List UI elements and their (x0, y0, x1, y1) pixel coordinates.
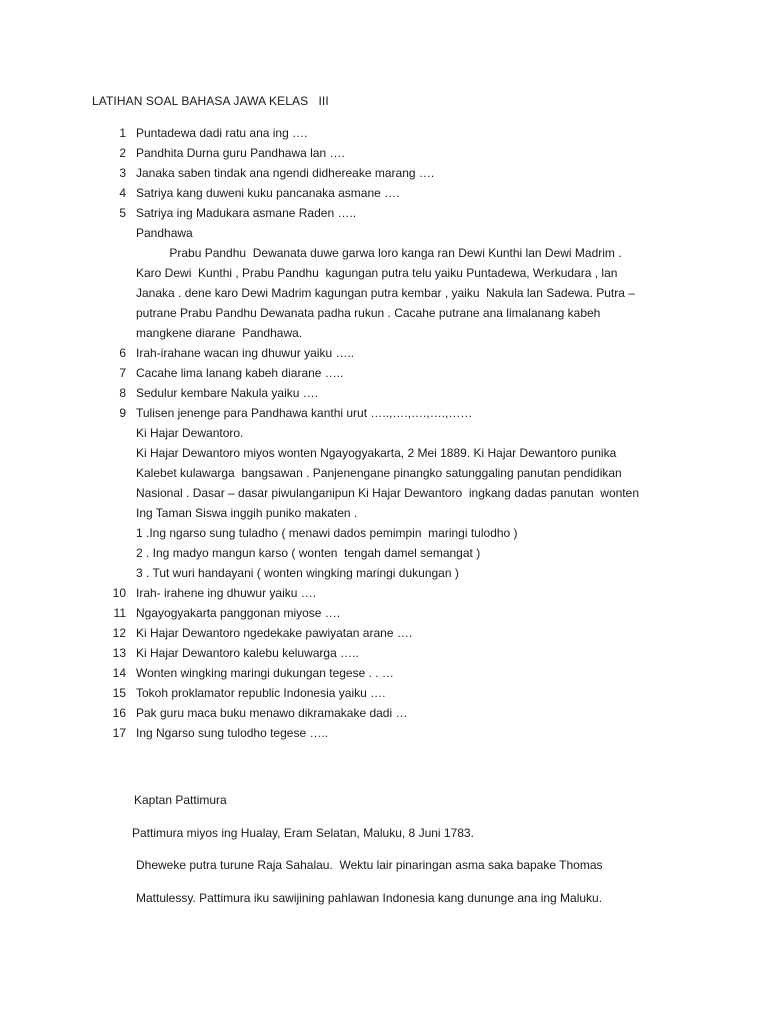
reading-line: Dheweke putra turune Raja Sahalau. Wektu lair pinaringan asma saka bapake Thomas (136, 858, 603, 872)
question-number: 8 (119, 386, 126, 400)
reading-line: Ing Taman Siswa inggih puniko makaten . (136, 506, 358, 520)
question-text: Janaka saben tindak ana ngendi didhereake marang …. (136, 166, 435, 180)
question-text: Ki Hajar Dewantoro ngedekake pawiyatan arane …. (136, 626, 413, 640)
reading-line: mangkene diarane Pandhawa. (136, 326, 303, 340)
question-text: Wonten wingking maringi dukungan tegese . . … (136, 666, 394, 680)
question-text: Tokoh proklamator republic Indonesia yaiku …. (136, 686, 386, 700)
question-number: 10 (112, 586, 126, 600)
question-number: 2 (119, 146, 126, 160)
question-text: Sedulur kembare Nakula yaiku …. (136, 386, 319, 400)
question-text: Cacahe lima lanang kabeh diarane ….. (136, 366, 344, 380)
reading-line: Janaka . dene karo Dewi Madrim kagungan putra kembar , yaiku Nakula lan Sadewa. Putra – (136, 286, 635, 300)
question-number: 17 (112, 726, 126, 740)
reading-line: Nasional . Dasar – dasar piwulanganipun Ki Hajar Dewantoro ingkang dadas panutan wonten (136, 486, 639, 500)
question-number: 7 (119, 366, 126, 380)
reading-line: Mattulessy. Pattimura iku sawijining pahlawan Indonesia kang dununge ana ing Maluku. (136, 891, 603, 905)
reading-line: Ki Hajar Dewantoro miyos wonten Ngayogyakarta, 2 Mei 1889. Ki Hajar Dewantoro punika (136, 446, 617, 460)
reading-line: Karo Dewi Kunthi , Prabu Pandhu kagungan putra telu yaiku Puntadewa, Werkudara , lan (136, 266, 618, 280)
question-text: Tulisen jenenge para Pandhawa kanthi urut …..,….,….,….,…… (136, 406, 473, 420)
reading-line: 2 . Ing madyo mangun karso ( wonten tengah damel semangat ) (136, 546, 481, 560)
question-text: Ing Ngarso sung tulodho tegese ….. (136, 726, 329, 740)
question-number: 1 (119, 126, 126, 140)
question-text: Pak guru maca buku menawo dikramakake dadi … (136, 706, 408, 720)
question-number: 11 (113, 606, 126, 620)
question-number: 4 (119, 186, 126, 200)
reading-line: putrane Prabu Pandhu Dewanata padha rukun . Cacahe putrane ana limalanang kabeh (136, 306, 601, 320)
worksheet-title: LATIHAN SOAL BAHASA JAWA KELAS III (92, 94, 329, 108)
question-text: Satriya ing Madukara asmane Raden ….. (136, 206, 357, 220)
question-number: 12 (112, 626, 126, 640)
question-number: 14 (112, 666, 126, 680)
reading-line: 1 .Ing ngarso sung tuladho ( menawi dados pemimpin maringi tulodho ) (136, 526, 518, 540)
reading-heading: Kaptan Pattimura (134, 793, 227, 807)
question-text: Irah- irahene ing dhuwur yaiku …. (136, 586, 317, 600)
question-number: 6 (119, 346, 126, 360)
reading-line: Prabu Pandhu Dewanata duwe garwa loro kanga ran Dewi Kunthi lan Dewi Madrim . (136, 246, 622, 260)
question-number: 9 (119, 406, 126, 420)
reading-line: Pattimura miyos ing Hualay, Eram Selatan, Maluku, 8 Juni 1783. (132, 826, 474, 840)
question-number: 16 (112, 706, 126, 720)
question-text: Satriya kang duweni kuku pancanaka asmane …. (136, 186, 400, 200)
question-text: Ngayogyakarta panggonan miyose …. (136, 606, 341, 620)
question-number: 15 (112, 686, 126, 700)
question-text: Pandhita Durna guru Pandhawa lan …. (136, 146, 345, 160)
question-text: Irah-irahane wacan ing dhuwur yaiku ….. (136, 346, 355, 360)
question-text: Ki Hajar Dewantoro kalebu keluwarga ….. (136, 646, 359, 660)
question-number: 5 (119, 206, 126, 220)
reading-heading: Pandhawa (136, 226, 193, 240)
question-text: Puntadewa dadi ratu ana ing …. (136, 126, 308, 140)
reading-line: 3 . Tut wuri handayani ( wonten wingking maringi dukungan ) (136, 566, 459, 580)
reading-line: Kalebet kulawarga bangsawan . Panjenengane pinangko satunggaling panutan pendidikan (136, 466, 622, 480)
question-number: 13 (112, 646, 126, 660)
question-number: 3 (119, 166, 126, 180)
reading-heading: Ki Hajar Dewantoro. (136, 426, 244, 440)
